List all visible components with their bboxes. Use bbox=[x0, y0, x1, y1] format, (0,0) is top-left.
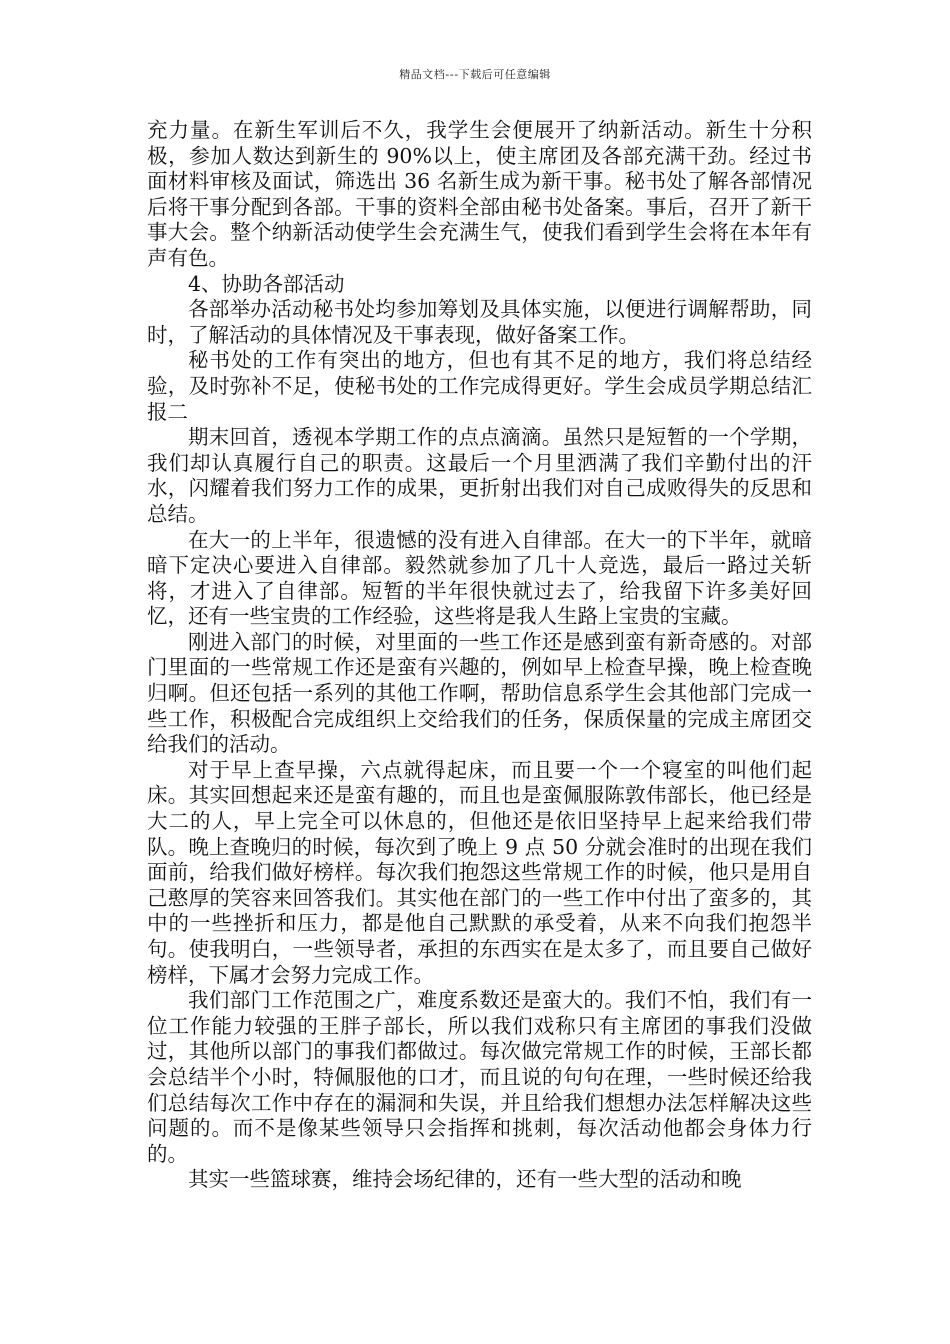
paragraph: 各部举办活动秘书处均参加筹划及具体实施，以便进行调解帮助，同时，了解活动的具体情况及干事表现，做好备案工作。 bbox=[147, 297, 812, 347]
document-body bbox=[147, 118, 812, 1193]
paragraph: 在大一的上半年，很遗憾的没有进入自律部。在大一的下半年，就暗暗下定决心要进入自律部。毅然就参加了几十人竞选，最后一路过关斩将，才进入了自律部。短暂的半年很快就过去了，给我留下许多美好回忆，还有一些宝贵的工作经验，这些将是我人生路上宝贵的宝藏。 bbox=[147, 527, 812, 629]
paragraph: 刚进入部门的时候，对里面的一些工作还是感到蛮有新奇感的。对部门里面的一些常规工作还是蛮有兴趣的，例如早上检查早操，晚上检查晚归啊。但还包括一系列的其他工作啊，帮助信息系学生会其他部门完成一些工作，积极配合完成组织上交给我们的任务，保质保量的完成主席团交给我们的活动。 bbox=[147, 629, 812, 757]
paragraph: 充力量。在新生军训后不久，我学生会便展开了纳新活动。新生十分积极，参加人数达到新生的 90%以上，使主席团及各部充满干劲。经过书面材料审核及面试，筛选出 36 名新生成为新干事。秘书处了解各部情况后将干事分配到各部。干事的资料全部由秘书处备案。事后，召开了新干事大会。整个纳新活动使学生会充满生气，使我们看到学生会将在本年有声有色。 bbox=[147, 118, 812, 270]
paragraph: 我们部门工作范围之广，难度系数还是蛮大的。我们不怕，我们有一位工作能力较强的王胖子部长，所以我们戏称只有主席团的事我们没做过，其他所以部门的事我们都做过。每次做完常规工作的时候，王部长都会总结半个小时，特佩服他的口才，而且说的句句在理，一些时候还给我们总结每次工作中存在的漏洞和失误，并且给我们想想办法怎样解决这些问题的。而不是像某些领导只会指挥和挑刺，每次活动他都会身体力行的。 bbox=[147, 988, 812, 1166]
paragraph: 对于早上查早操，六点就得起床，而且要一个一个寝室的叫他们起床。其实回想起来还是蛮有趣的，而且也是蛮佩服陈敦伟部长，他已经是大二的人，早上完全可以休息的，但他还是依旧坚持早上起来给我们带队。晚上查晚归的时候，每次到了晚上 9 点 50 分就会准时的出现在我们面前，给我们做好榜样。每次我们抱怨这些常规工作的时候，他只是用自己憨厚的笑容来回答我们。其实他在部门的一些工作中付出了蛮多的，其中的一些挫折和压力，都是他自己默默的承受着，从来不向我们抱怨半句。使我明白，一些领导者，承担的东西实在是太多了，而且要自己做好榜样，下属才会努力完成工作。 bbox=[147, 757, 812, 987]
page-header: 精品文档---下载后可任意编辑 bbox=[399, 68, 551, 81]
paragraph: 期末回首，透视本学期工作的点点滴滴。虽然只是短暂的一个学期，我们却认真履行自己的职责。这最后一个月里洒满了我们辛勤付出的汗水，闪耀着我们努力工作的成果，更折射出我们对自己成败得失的反思和总结。 bbox=[147, 425, 812, 526]
paragraph: 秘书处的工作有突出的地方，但也有其不足的地方，我们将总结经验，及时弥补不足，使秘书处的工作完成得更好。学生会成员学期总结汇报二 bbox=[147, 348, 812, 424]
paragraph: 其实一些篮球赛，维持会场纪律的，还有一些大型的活动和晚 bbox=[188, 1167, 742, 1192]
section-heading: 4、协助各部活动 bbox=[188, 271, 345, 296]
